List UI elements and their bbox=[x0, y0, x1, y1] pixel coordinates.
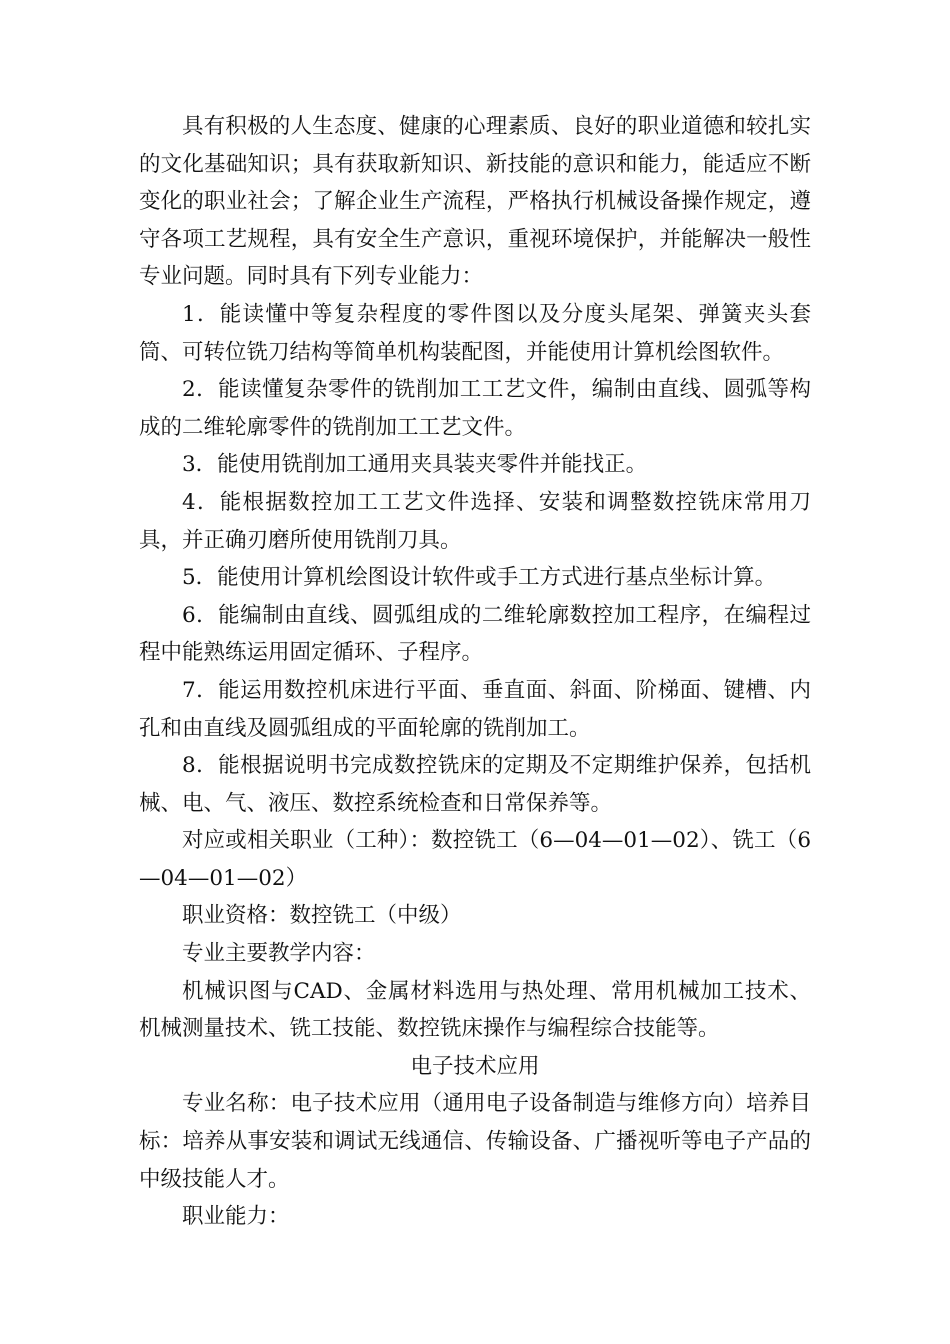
paragraph-intro: 具有积极的人生态度、健康的心理素质、良好的职业道德和较扎实的文化基础知识；具有获取新知识、新技能的意识和能力，能适应不断变化的职业社会；了解企业生产流程，严格执行机械设备操作规定，遵守各项工艺规程，具有安全生产意识，重视环境保护，并能解决一般性专业问题。同时具有下列专业能力： bbox=[139, 114, 811, 290]
paragraph-ability-8: 8．能根据说明书完成数控铣床的定期及不定期维护保养，包括机械、电、气、液压、数控系统检查和日常保养等。 bbox=[139, 753, 811, 816]
document-body bbox=[139, 108, 811, 1236]
paragraph-vocational-ability: 职业能力： bbox=[182, 1204, 290, 1230]
paragraph-ability-3: 3．能使用铣削加工通用夹具装夹零件并能找正。 bbox=[182, 452, 648, 478]
paragraph-ability-7: 7．能运用数控机床进行平面、垂直面、斜面、阶梯面、键槽、内孔和由直线及圆弧组成的平面轮廓的铣削加工。 bbox=[139, 677, 811, 741]
paragraph-ability-2: 2．能读懂复杂零件的铣削加工工艺文件，编制由直线、圆弧等构成的二维轮廓零件的铣削加工工艺文件。 bbox=[139, 377, 811, 440]
paragraph-ability-4: 4．能根据数控加工工艺文件选择、安装和调整数控铣床常用刀具，并正确刃磨所使用铣削刀具。 bbox=[139, 489, 811, 553]
paragraph-qualification: 职业资格：数控铣工（中级） bbox=[182, 903, 462, 929]
paragraph-major-name: 专业名称：电子技术应用（通用电子设备制造与维修方向）培养目标：培养从事安装和调试无线通信、传输设备、广播视听等电子产品的中级技能人才。 bbox=[139, 1091, 811, 1192]
paragraph-ability-5: 5．能使用计算机绘图设计软件或手工方式进行基点坐标计算。 bbox=[182, 565, 777, 591]
paragraph-teaching-content-heading: 专业主要教学内容： bbox=[182, 941, 376, 967]
paragraph-ability-6: 6．能编制由直线、圆弧组成的二维轮廓数控加工程序，在编程过程中能熟练运用固定循环、子程序。 bbox=[139, 602, 811, 666]
paragraph-related-occupation: 对应或相关职业（工种）：数控铣工（6—04—01—02）、铣工（6—04—01—02） bbox=[139, 828, 811, 891]
section-title: 电子技术应用 bbox=[410, 1053, 540, 1079]
paragraph-teaching-content: 机械识图与CAD、金属材料选用与热处理、常用机械加工技术、机械测量技术、铣工技能、数控铣床操作与编程综合技能等。 bbox=[139, 978, 811, 1042]
paragraph-ability-1: 1．能读懂中等复杂程度的零件图以及分度头尾架、弹簧夹头套筒、可转位铣刀结构等简单机构装配图，并能使用计算机绘图软件。 bbox=[139, 301, 811, 365]
